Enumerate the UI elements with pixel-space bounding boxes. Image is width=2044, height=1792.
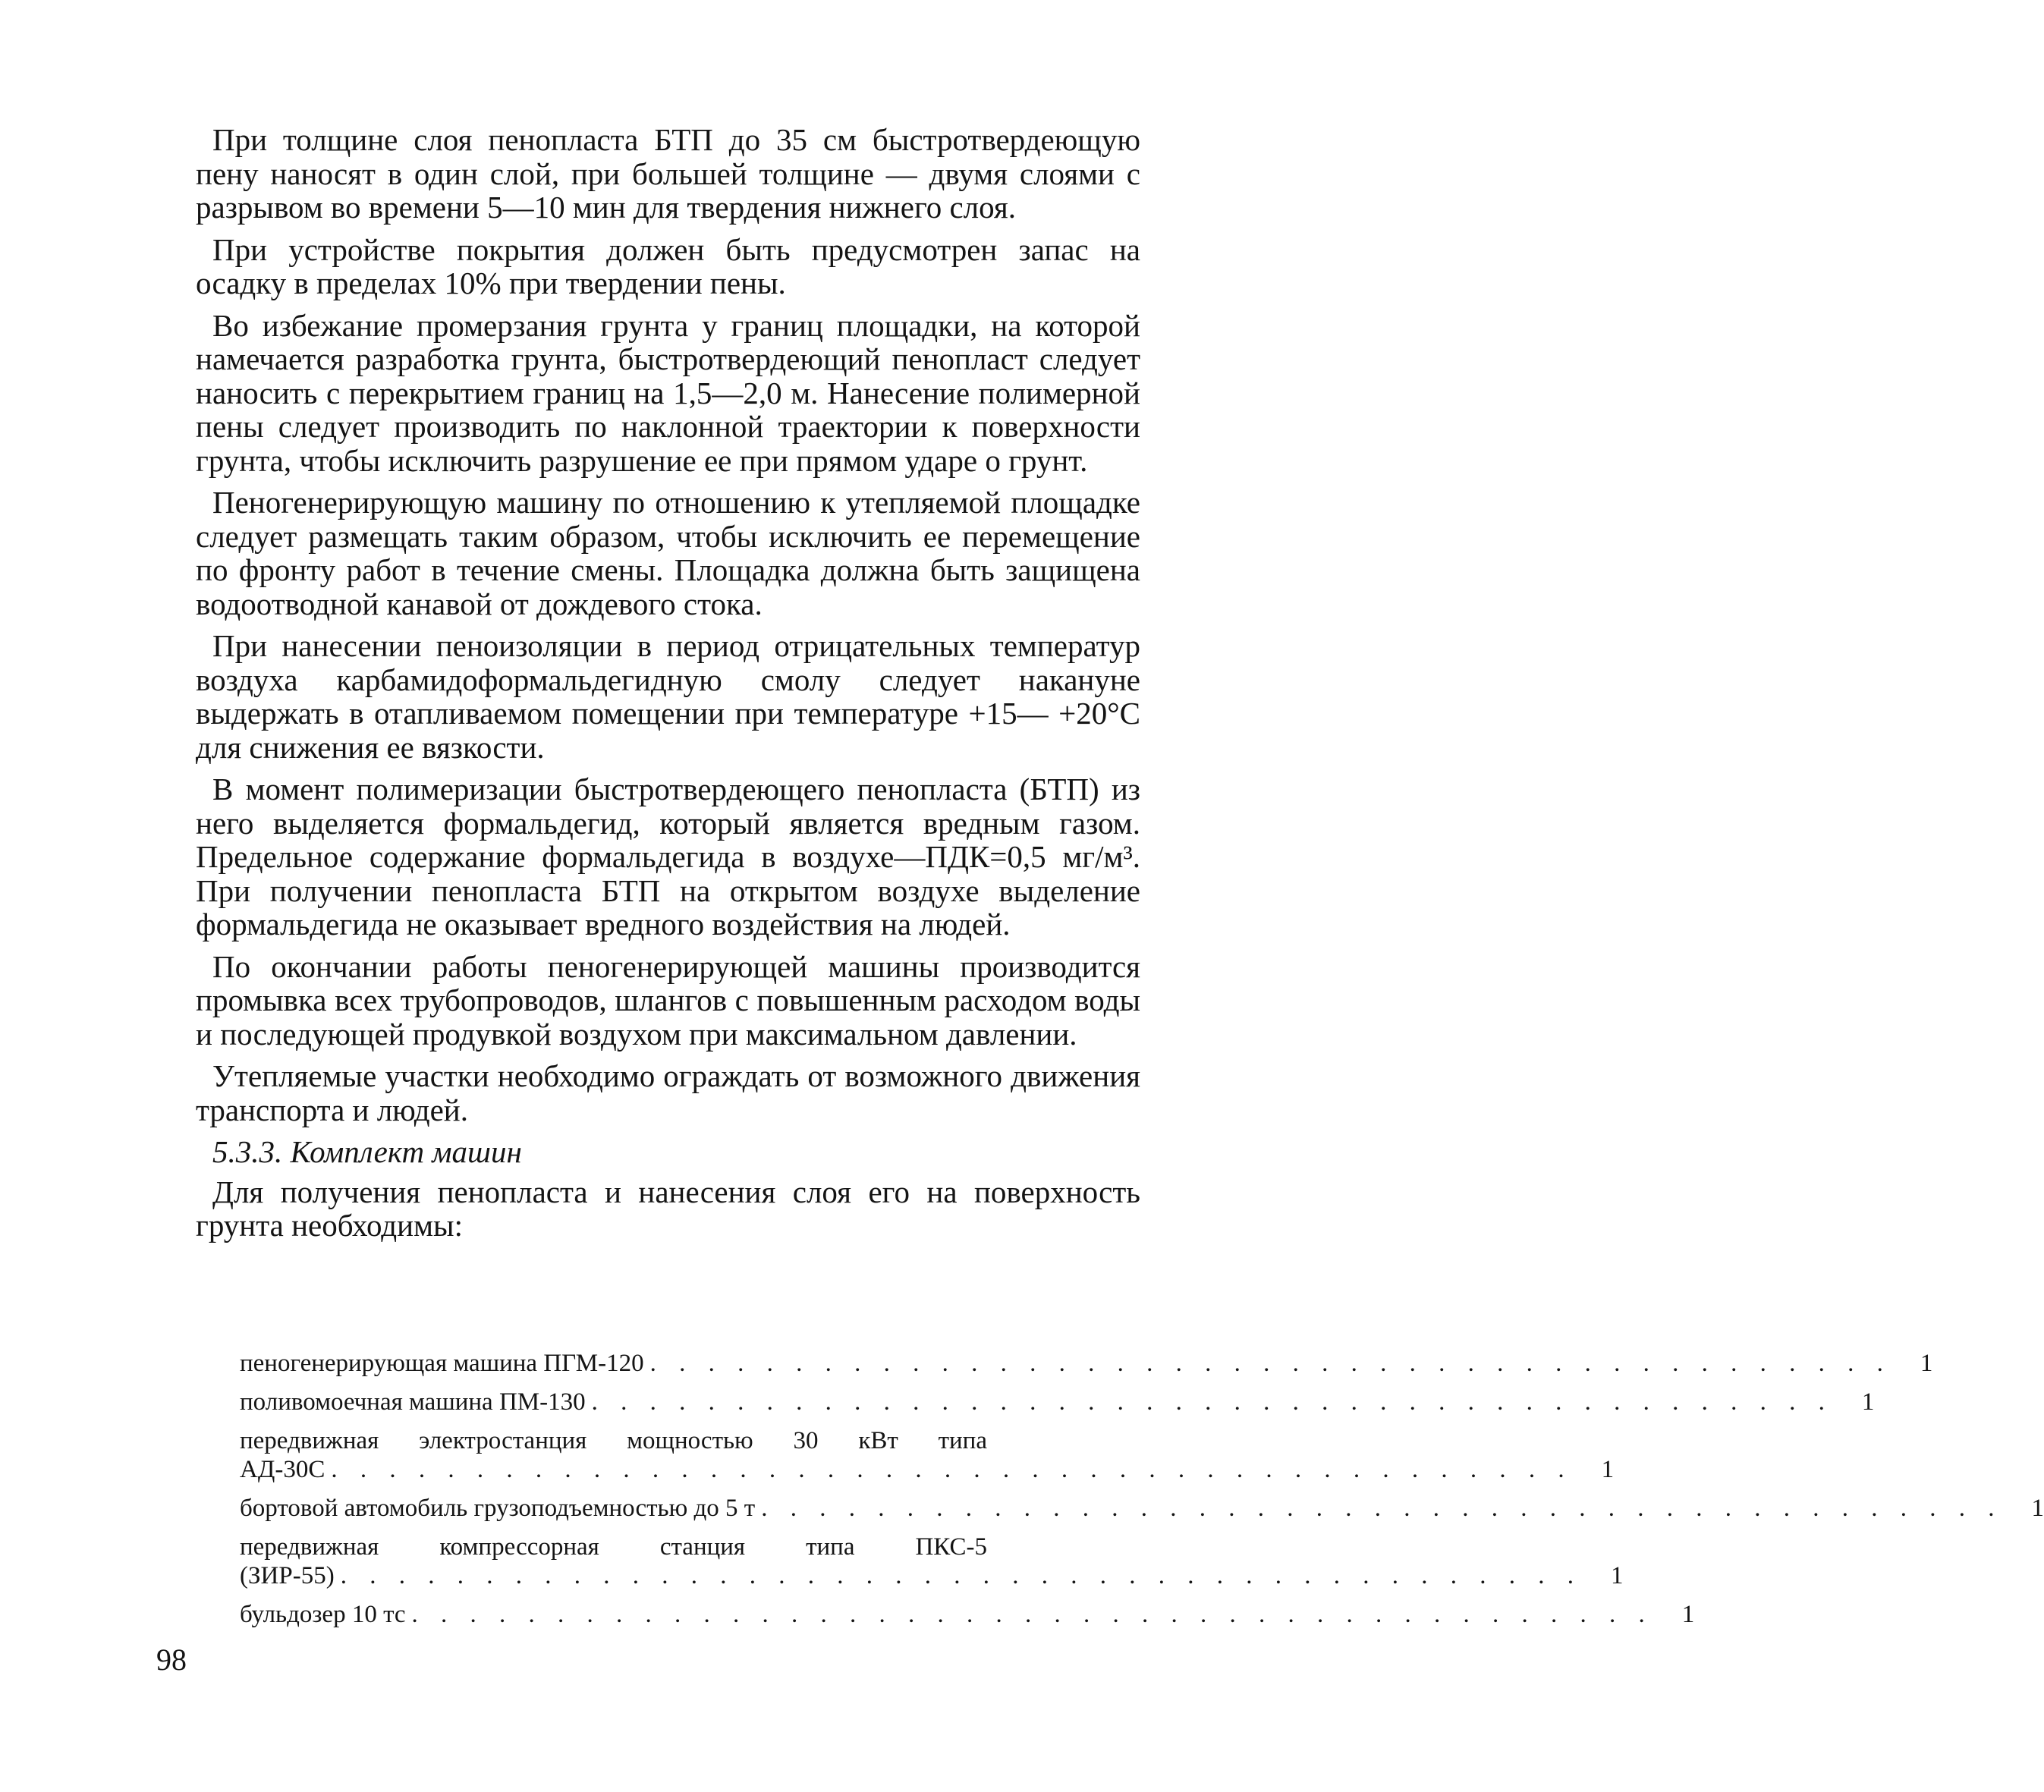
body-text [196,123,1140,1243]
equipment-list [240,1349,2044,1639]
paragraph: При устройстве покрытия должен быть предусмотрен запас на осадку в пределах 10% при твердении пены. [196,231,1140,300]
paragraph: Пеногенерирующую машину по отношению к утепляемой площадке следует размещать таким образом, чтобы исключить ее перемещение по фронту работ в течение смены. Площадка должна быть защищена водоотводной канавой от дождевого стока. [196,485,1140,621]
paragraph: При нанесении пеноизоляции в период отрицательных температур воздуха карбамидоформальдегидную смолу следует накануне выдержать в отапливаемом помещении при температуре +15— +20°С для снижения ее вязкости. [196,628,1140,765]
equipment-name-line1: передвижная электростанция мощностью 30 кВт типа [240,1427,987,1454]
equipment-name-line1: передвижная компрессорная станция типа ПКС-5 [240,1533,987,1561]
equipment-item [240,1600,1695,1629]
equipment-name: (ЗИР-55) [240,1562,335,1589]
dot-leader [761,1494,2002,1523]
paragraph: По окончании работы пеногенерирующей машины производится промывка всех трубопроводов, шлангов с повышенным расходом воды и последующей продувкой воздухом при максимальном давлении. [196,948,1140,1052]
dot-leader [650,1349,1891,1378]
dot-leader [331,1455,1572,1484]
section-heading: 5.3.3. Комплект машин [212,1134,522,1169]
equipment-item [240,1388,1875,1416]
paragraph: При толщине слоя пенопласта БТП до 35 см быстротвердеющую пену наносят в один слой, при большей толщине — двумя слоями с разрывом во времени 5—10 мин для твердения нижнего слоя. [196,122,1140,225]
equipment-name: бульдозер 10 тс [240,1601,406,1628]
equipment-item [240,1349,1933,1378]
equipment-name: АД-30С [240,1456,325,1483]
dot-leader [412,1600,1653,1629]
dot-leader [341,1561,1582,1590]
dot-leader [592,1388,1833,1416]
equipment-quantity: 1 [1610,1562,1624,1589]
equipment-item [240,1426,1615,1484]
equipment-item [240,1494,2044,1523]
paragraph: Во избежание промерзания грунта у границ площадки, на которой намечается разработка грунта, быстротвердеющий пенопласт следует наносить с перекрытием границ на 1,5—2,0 м. Нанесение полимерной пены следует производить по наклонной траектории к поверхности грунта, чтобы исключить разрушение ее при прямом ударе о грунт. [196,307,1140,478]
equipment-quantity: 1 [2031,1495,2044,1522]
equipment-quantity: 1 [1861,1388,1875,1416]
intro-paragraph: Для получения пенопласта и нанесения слоя его на поверхность грунта необходимы: [196,1174,1140,1243]
equipment-item [240,1533,1624,1590]
equipment-name: бортовой автомобиль грузоподъемностью до 5 т [240,1495,756,1522]
page-number: 98 [156,1643,187,1677]
equipment-name: пеногенерирующая машина ПГМ-120 [240,1350,644,1377]
paragraph: Утепляемые участки необходимо ограждать от возможного движения транспорта и людей. [196,1058,1140,1127]
equipment-name: поливомоечная машина ПМ-130 [240,1388,586,1416]
equipment-quantity: 1 [1601,1456,1615,1483]
paragraph: В момент полимеризации быстротвердеющего пенопласта (БТП) из него выделяется формальдегид, который является вредным газом. Предельное содержание формальдегида в воздухе—ПДК=0,5 мг/м³. При получении пенопласта БТП на открытом воздухе выделение формальдегида не оказывает вредного воздействия на людей. [196,772,1140,942]
equipment-quantity: 1 [1681,1601,1695,1628]
equipment-quantity: 1 [1920,1350,1933,1377]
